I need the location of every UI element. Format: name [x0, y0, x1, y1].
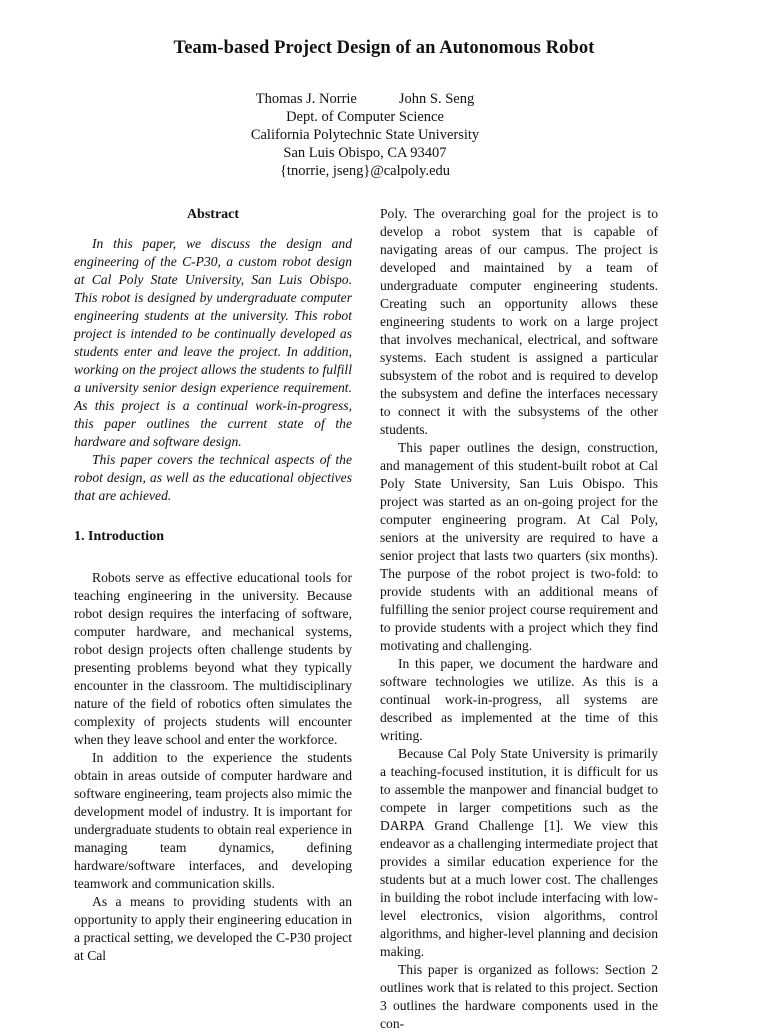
author-university: California Polytechnic State University — [250, 127, 480, 143]
body-paragraph: In this paper, we document the hardware and software technologies we utilize. As this is a continual work-in-progress, all systems are described as implemented at the time of this writing. — [380, 656, 658, 743]
author-location: San Luis Obispo, CA 93407 — [283, 145, 447, 161]
right-column — [380, 205, 658, 1033]
introduction-heading: 1. Introduction — [74, 529, 164, 544]
body-paragraph: Because Cal Poly State University is primarily a teaching-focused institution, it is difficult for us to assemble the manpower and financial budget to compete in larger competitions such as the DARPA Grand Challenge [1]. We view this endeavor as a challenging intermediate project that provides a similar education experience for the students but at a much lower cost. The challenges in building the robot include interfacing with low-level electronics, vision algorithms, control algorithms, and higher-level planning and decision making. — [380, 746, 658, 959]
author-department: Dept. of Computer Science — [286, 109, 444, 125]
abstract-heading: Abstract — [186, 207, 240, 222]
author-block — [0, 90, 730, 180]
abstract-section — [74, 205, 352, 505]
left-column — [74, 205, 352, 965]
body-paragraph: This paper is organized as follows: Section 2 outlines work that is related to this project. Section 3 outlines the hardware components used in the con- — [380, 962, 658, 1031]
intro-paragraph: As a means to providing students with an opportunity to apply their engineering education in a practical setting, we developed the C-P30 project at Cal — [74, 894, 352, 963]
abstract-paragraph: This paper covers the technical aspects of the robot design, as well as the educational objectives that are achieved. — [74, 452, 352, 503]
abstract-paragraph: In this paper, we discuss the design and engineering of the C-P30, a custom robot design at Cal Poly State University, San Luis Obispo. This robot is designed by undergraduate computer engineering students at the university. This robot project is intended to be continually developed as students enter and leave the project. In addition, working on the project allows the students to fulfill a university senior design experience requirement. As this project is a continual work-in-progress, this paper outlines the current state of the hardware and software design. — [74, 236, 352, 449]
paper-title: Team-based Project Design of an Autonomous Robot — [173, 38, 595, 58]
author-seng: John S. Seng — [398, 91, 475, 107]
author-norrie: Thomas J. Norrie — [255, 91, 357, 107]
author-email: {tnorrie, jseng}@calpoly.edu — [279, 163, 451, 179]
intro-paragraph: Robots serve as effective educational tools for teaching engineering in the university. Because robot design requires the interfacing of software, computer hardware, and mechanical systems, robot design projects often challenge students by presenting problems beyond what they typically encounter in the classroom. The multidisciplinary nature of the field of robotics often simulates the complexity of projects students will encounter when they leave school and enter the workforce. — [74, 570, 352, 747]
intro-paragraph: In addition to the experience the students obtain in areas outside of computer hardware and software engineering, team projects also mimic the development model of industry. It is important for undergraduate students to obtain real experience in managing team dynamics, defining hardware/software interfaces, and developing teamwork and communication skills. — [74, 750, 352, 891]
body-paragraph: This paper outlines the design, construction, and management of this student-built robot at Cal Poly State University, San Luis Obispo. This project was started as an on-going project for the computer engineering program. At Cal Poly, seniors at the university are required to have a senior project that lasts two quarters (six months). The purpose of the robot project is two-fold: to provide students with an additional means of fulfilling the senior project course requirement and to provide students with a project which they find motivating and challenging. — [380, 440, 658, 653]
body-paragraph: Poly. The overarching goal for the project is to develop a robot system that is capable of navigating areas of our campus. The project is developed and maintained by a team of undergraduate computer engineering students. Creating such an opportunity allows these engineering students to work on a large project that involves mechanical, electrical, and software systems. Each student is assigned a particular subsystem of the robot and is required to develop the subsystem and define the interfaces necessary to connect it with the subsystems of the other students. — [380, 206, 658, 437]
author-names — [0, 90, 730, 108]
